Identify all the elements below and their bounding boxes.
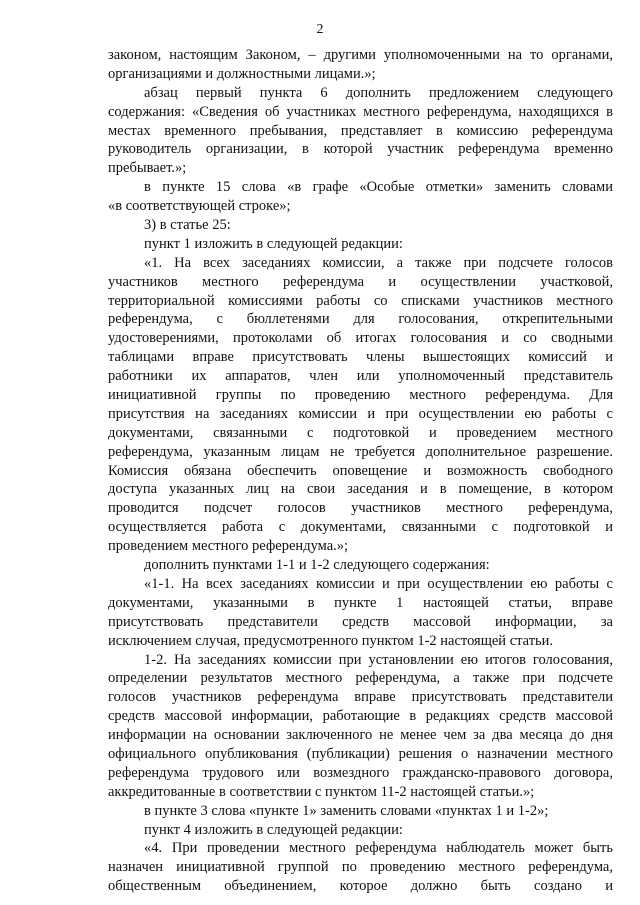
text-line: в пункте 15 слова «в графе «Особые отметки» заменить словами bbox=[144, 179, 613, 196]
text-line: назначен инициативной группой по проведению местного референдума, bbox=[108, 859, 613, 876]
text-line: проводится подсчет голосов участников местного референдума, bbox=[108, 500, 613, 517]
text-line: 3) в статье 25: bbox=[144, 217, 231, 234]
text-line: осуществляется работа с документами, связанными с подготовкой и bbox=[108, 519, 613, 536]
text-line: организациями и должностными лицами.»; bbox=[108, 65, 376, 82]
text-line: участников местного референдума и осуществлении участковой, bbox=[108, 273, 613, 290]
text-line: местах временного пребывания, представляет в комиссию референдума bbox=[108, 122, 613, 139]
text-line: проведением местного референдума.»; bbox=[108, 538, 349, 555]
text-line: руководитель организации, в которой участник референдума временно bbox=[108, 141, 613, 158]
text-line: пункт 1 изложить в следующей редакции: bbox=[144, 235, 403, 252]
page-number: 2 bbox=[316, 22, 324, 37]
text-line: «в соответствующей строке»; bbox=[108, 198, 291, 215]
text-line: «4. При проведении местного референдума наблюдатель может быть bbox=[144, 840, 613, 857]
text-line: «1-1. На всех заседаниях комиссии и при осуществлении ею работы с bbox=[144, 575, 613, 592]
text-line: голосов участников референдума вправе присутствовать представители bbox=[108, 689, 613, 706]
text-line: Комиссия обязана обеспечить оповещение и возможность свободного bbox=[108, 462, 613, 479]
text-line: территориальной комиссиями работы со списками участников местного bbox=[108, 292, 613, 309]
text-line: присутствовать представители средств массовой информации, за bbox=[108, 613, 613, 630]
text-line: в пункте 3 слова «пункте 1» заменить словами «пунктах 1 и 1-2»; bbox=[144, 802, 549, 819]
text-line: дополнить пунктами 1-1 и 1-2 следующего содержания: bbox=[144, 557, 490, 574]
text-line: документами, указанными в пункте 1 настоящей статьи, вправе bbox=[108, 594, 613, 611]
text-line: пребывает.»; bbox=[108, 160, 187, 177]
text-line: референдума трудового или возмездного гражданско-правового договора, bbox=[108, 764, 613, 781]
text-line: таблицами вправе присутствовать члены вышестоящих комиссий и bbox=[108, 349, 613, 366]
text-line: присутствия на заседаниях комиссии и при осуществлении ею работы с bbox=[108, 405, 613, 422]
text-line: удостоверениями, протоколами об итогах голосования и со сводными bbox=[108, 330, 613, 347]
text-line: аккредитованные в соответствии с пунктом 11-2 настоящей статьи.»; bbox=[108, 783, 535, 800]
text-line: документами, связанными с подготовкой и проведением местного bbox=[108, 424, 613, 441]
text-line: определении результатов местного референдума, а также при подсчете bbox=[108, 670, 613, 687]
text-line: инициативной группы по проведению местного референдума. Для bbox=[108, 387, 613, 404]
text-line: абзац первый пункта 6 дополнить предложением следующего bbox=[144, 84, 613, 101]
text-line: «1. На всех заседаниях комиссии, а также при подсчете голосов bbox=[144, 254, 613, 271]
text-line: работники их аппаратов, член или уполномоченный представитель bbox=[108, 368, 613, 385]
text-line: референдума, указанным лицам не требуется дополнительное разрешение. bbox=[108, 443, 613, 460]
text-line: 1-2. На заседаниях комиссии при установлении ею итогов голосования, bbox=[144, 651, 613, 668]
text-line: общественным объединением, которое должно быть создано и bbox=[108, 878, 613, 895]
text-line: законом, настоящим Законом, – другими уполномоченными на то органами, bbox=[108, 47, 613, 63]
document-body bbox=[108, 46, 613, 896]
text-line: пункт 4 изложить в следующей редакции: bbox=[144, 821, 403, 838]
text-line: содержания: «Сведения об участниках местного референдума, находящихся в bbox=[108, 103, 613, 120]
text-line: информации на основании заключенного не менее чем за два месяца до дня bbox=[108, 727, 613, 744]
text-line: исключением случая, предусмотренного пунктом 1-2 настоящей статьи. bbox=[108, 632, 554, 649]
text-line: официального опубликования (публикации) решения о назначении местного bbox=[108, 745, 613, 762]
text-line: средств массовой информации, работающие в редакциях средств массовой bbox=[108, 708, 613, 725]
text-line: доступа указанных лиц на свои заседания и в помещение, в котором bbox=[108, 481, 613, 498]
text-line: референдума, с бюллетенями для голосования, открепительными bbox=[108, 311, 613, 328]
